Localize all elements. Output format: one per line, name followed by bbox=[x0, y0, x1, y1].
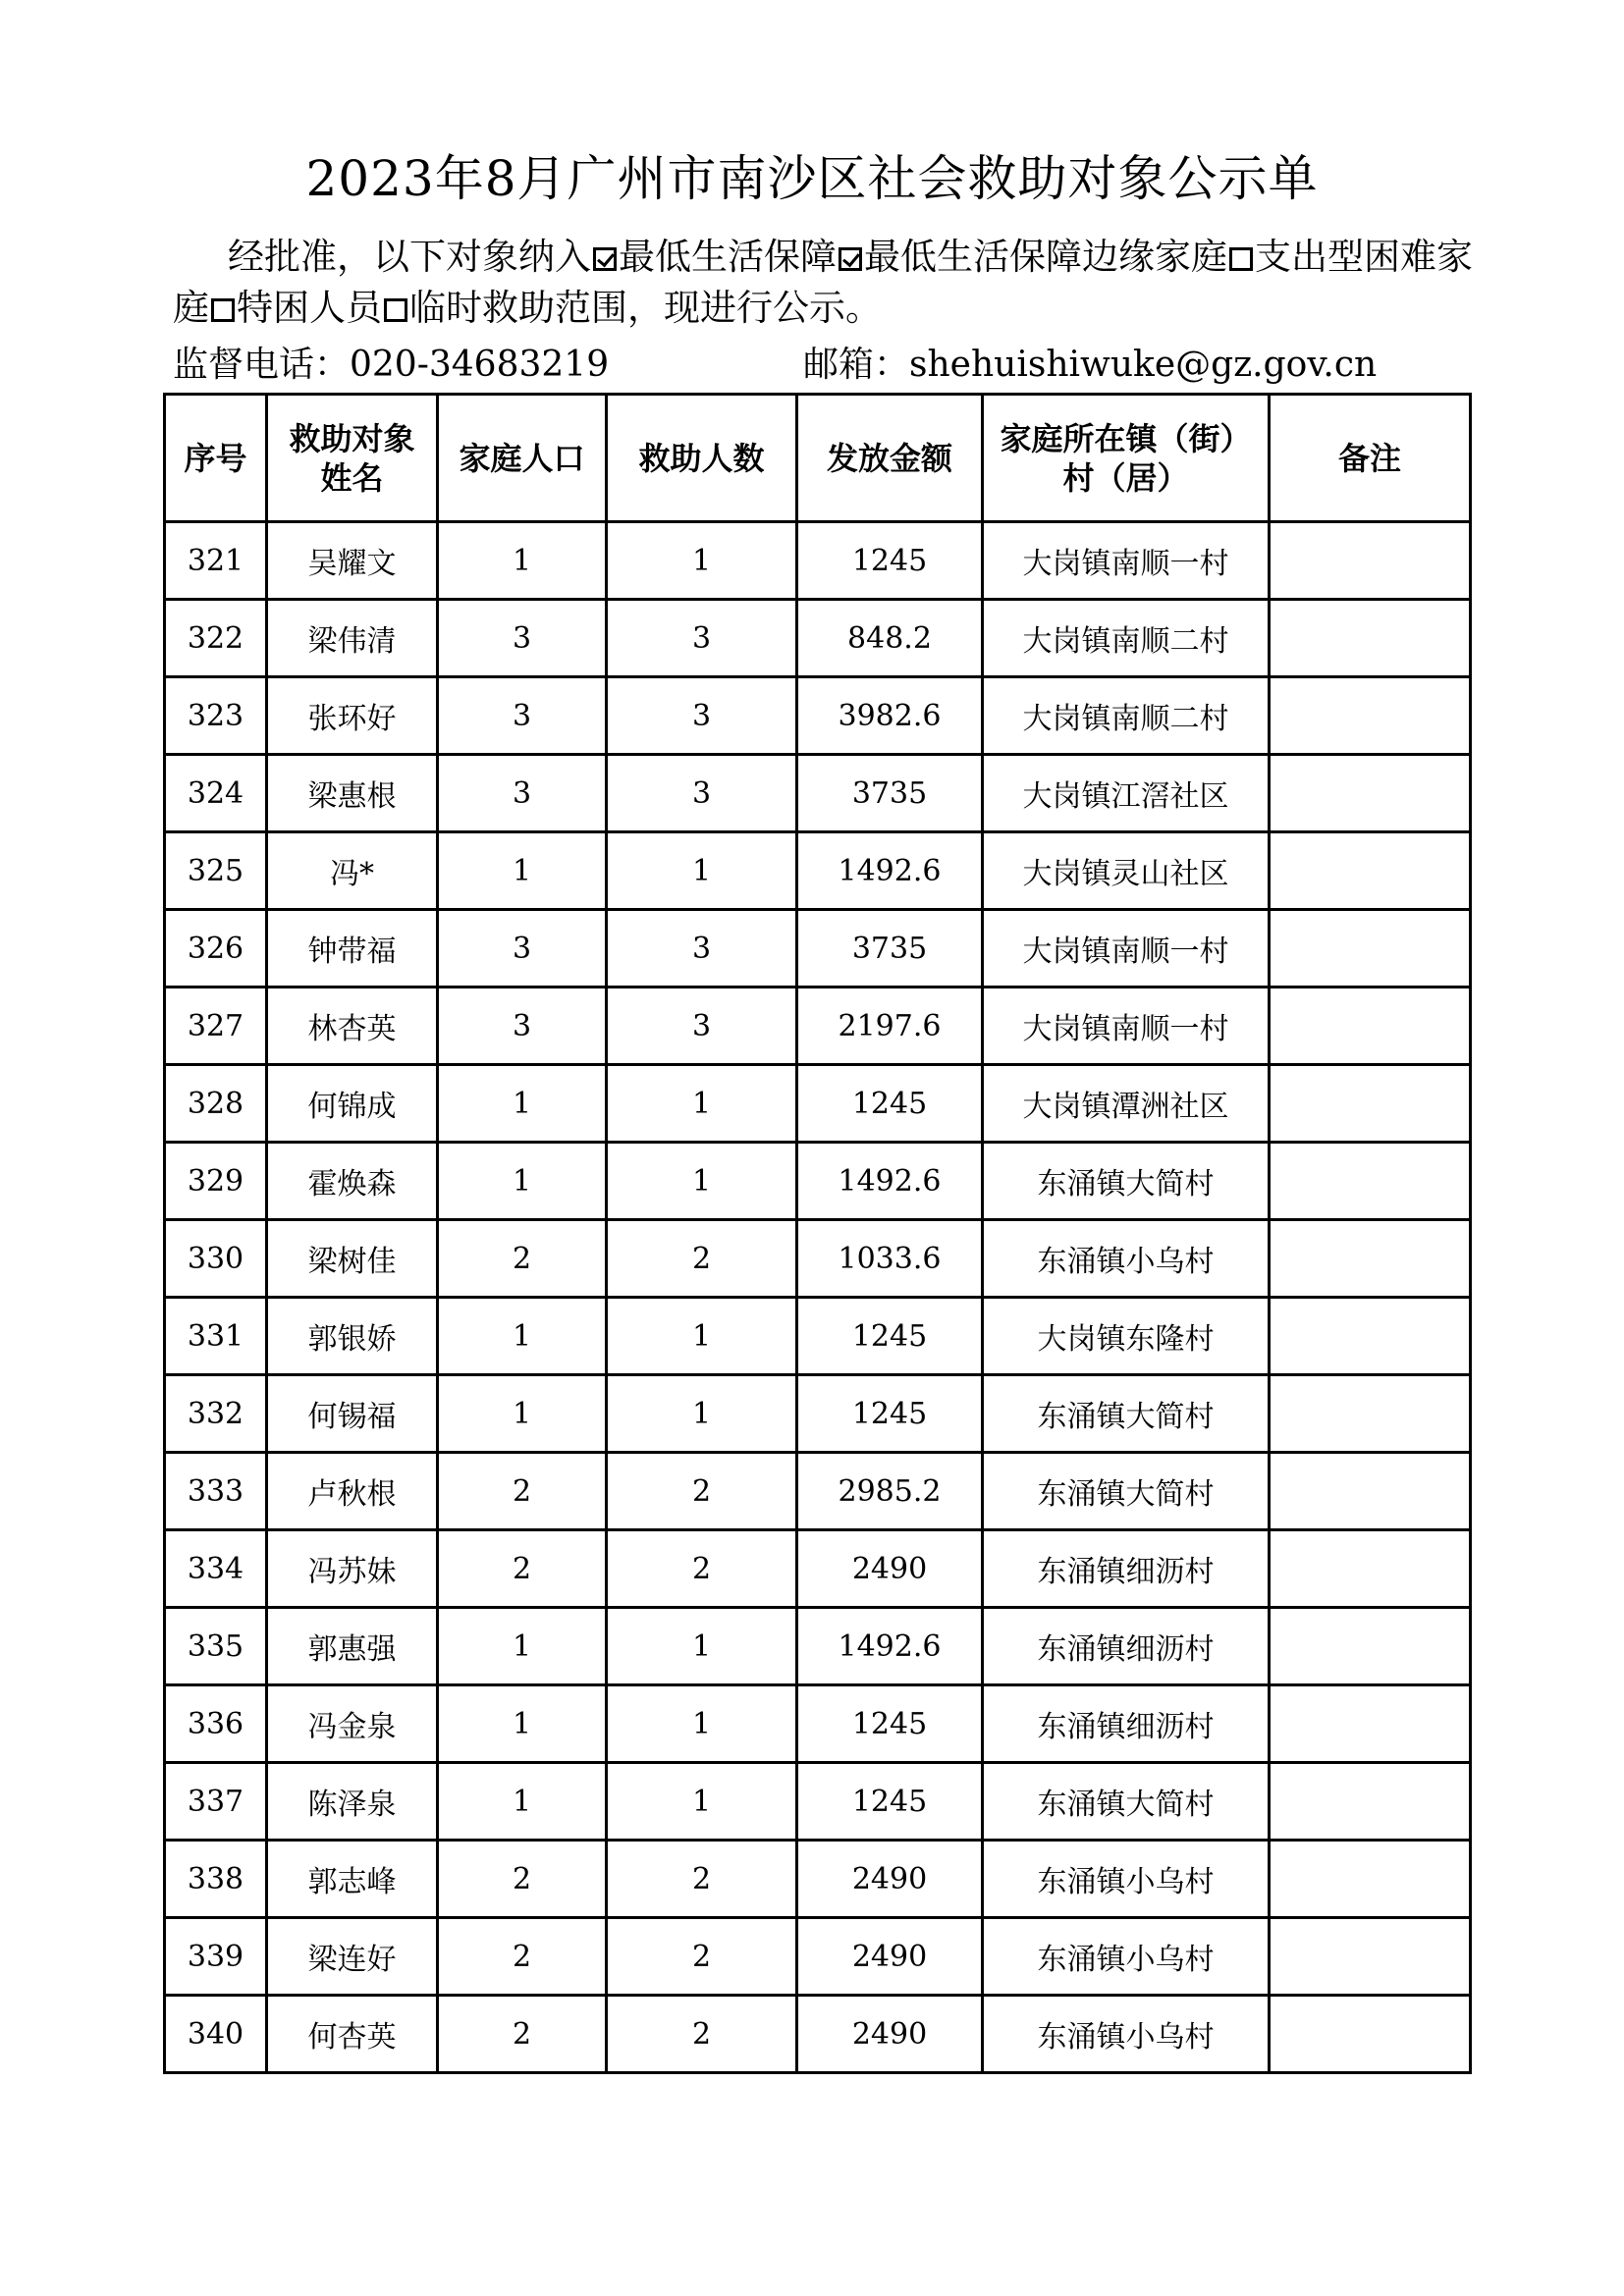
table-row bbox=[165, 1143, 1471, 1220]
cell-location: 东涌镇小乌村 bbox=[983, 1918, 1270, 1996]
cell-aided-count: 3 bbox=[607, 677, 797, 755]
cell-remarks bbox=[1270, 600, 1471, 677]
cell-remarks bbox=[1270, 1996, 1471, 2073]
cell-name: 郭惠强 bbox=[267, 1608, 438, 1685]
cell-remarks bbox=[1270, 1608, 1471, 1685]
cell-aided-count: 3 bbox=[607, 600, 797, 677]
cell-aided-count: 3 bbox=[607, 755, 797, 832]
checkbox-icon bbox=[593, 247, 617, 271]
cell-amount: 2490 bbox=[797, 1996, 983, 2073]
cell-aided-count: 1 bbox=[607, 1298, 797, 1375]
cell-location: 大岗镇南顺二村 bbox=[983, 600, 1270, 677]
cell-amount: 2490 bbox=[797, 1841, 983, 1918]
cell-amount: 3735 bbox=[797, 755, 983, 832]
table-row bbox=[165, 910, 1471, 988]
cell-serial: 324 bbox=[165, 755, 267, 832]
header-label: 家庭人口 bbox=[459, 439, 585, 477]
option-label: 临时救助范围，现进行公示。 bbox=[409, 287, 882, 329]
cell-amount: 2490 bbox=[797, 1530, 983, 1608]
cell-name: 霍焕森 bbox=[267, 1143, 438, 1220]
table-row bbox=[165, 1375, 1471, 1453]
cell-name: 何锦成 bbox=[267, 1065, 438, 1143]
header-label: 姓名 bbox=[320, 458, 384, 497]
cell-remarks bbox=[1270, 1375, 1471, 1453]
cell-household-size: 1 bbox=[438, 522, 607, 600]
cell-aided-count: 3 bbox=[607, 910, 797, 988]
cell-aided-count: 1 bbox=[607, 522, 797, 600]
cell-household-size: 2 bbox=[438, 1453, 607, 1530]
cell-remarks bbox=[1270, 1298, 1471, 1375]
cell-serial: 332 bbox=[165, 1375, 267, 1453]
cell-amount: 1245 bbox=[797, 522, 983, 600]
cell-serial: 337 bbox=[165, 1763, 267, 1841]
checkbox-icon bbox=[839, 247, 862, 271]
cell-remarks bbox=[1270, 1065, 1471, 1143]
table-row bbox=[165, 1065, 1471, 1143]
table-row bbox=[165, 1996, 1471, 2073]
cell-serial: 336 bbox=[165, 1685, 267, 1763]
cell-aided-count: 1 bbox=[607, 1375, 797, 1453]
cell-serial: 331 bbox=[165, 1298, 267, 1375]
cell-remarks bbox=[1270, 1918, 1471, 1996]
header-label: 救助对象 bbox=[289, 419, 415, 457]
cell-serial: 321 bbox=[165, 522, 267, 600]
contact-email: 邮箱：shehuishiwuke@gz.gov.cn bbox=[803, 345, 1378, 385]
header-label: 家庭所在镇（街） bbox=[1000, 419, 1252, 457]
cell-household-size: 1 bbox=[438, 1065, 607, 1143]
cell-household-size: 2 bbox=[438, 1220, 607, 1298]
cell-aided-count: 2 bbox=[607, 1453, 797, 1530]
cell-name: 张环好 bbox=[267, 677, 438, 755]
table-header-row bbox=[165, 395, 1471, 522]
cell-name: 钟带福 bbox=[267, 910, 438, 988]
option-label: 最低生活保障 bbox=[619, 236, 837, 278]
cell-location: 大岗镇江滘社区 bbox=[983, 755, 1270, 832]
header-label: 村（居） bbox=[1062, 458, 1189, 497]
header-location bbox=[983, 395, 1270, 522]
cell-name: 梁伟清 bbox=[267, 600, 438, 677]
cell-remarks bbox=[1270, 910, 1471, 988]
page-title: 2023年8月广州市南沙区社会救助对象公示单 bbox=[305, 150, 1319, 207]
cell-name: 梁连好 bbox=[267, 1918, 438, 1996]
table-row bbox=[165, 1220, 1471, 1298]
cell-household-size: 2 bbox=[438, 1918, 607, 1996]
cell-amount: 1492.6 bbox=[797, 1608, 983, 1685]
cell-aided-count: 1 bbox=[607, 1143, 797, 1220]
cell-serial: 329 bbox=[165, 1143, 267, 1220]
cell-amount: 1492.6 bbox=[797, 832, 983, 910]
cell-serial: 330 bbox=[165, 1220, 267, 1298]
cell-name: 梁树佳 bbox=[267, 1220, 438, 1298]
checkbox-icon bbox=[1229, 247, 1253, 271]
cell-household-size: 3 bbox=[438, 755, 607, 832]
cell-amount: 1245 bbox=[797, 1298, 983, 1375]
table-row bbox=[165, 832, 1471, 910]
cell-name: 何杏英 bbox=[267, 1996, 438, 2073]
cell-remarks bbox=[1270, 1220, 1471, 1298]
checkbox-icon bbox=[384, 298, 407, 322]
cell-amount: 1492.6 bbox=[797, 1143, 983, 1220]
cell-amount: 2490 bbox=[797, 1918, 983, 1996]
table-row bbox=[165, 1298, 1471, 1375]
cell-amount: 1245 bbox=[797, 1685, 983, 1763]
header-serial bbox=[165, 395, 267, 522]
cell-household-size: 2 bbox=[438, 1996, 607, 2073]
cell-name: 卢秋根 bbox=[267, 1453, 438, 1530]
cell-serial: 328 bbox=[165, 1065, 267, 1143]
cell-remarks bbox=[1270, 1685, 1471, 1763]
cell-remarks bbox=[1270, 832, 1471, 910]
cell-amount: 3735 bbox=[797, 910, 983, 988]
header-label: 备注 bbox=[1337, 439, 1401, 477]
table-row bbox=[165, 1453, 1471, 1530]
cell-serial: 340 bbox=[165, 1996, 267, 2073]
header-aided-count bbox=[607, 395, 797, 522]
cell-household-size: 3 bbox=[438, 988, 607, 1065]
cell-household-size: 1 bbox=[438, 1143, 607, 1220]
table-row bbox=[165, 1763, 1471, 1841]
cell-household-size: 1 bbox=[438, 1298, 607, 1375]
cell-name: 陈泽泉 bbox=[267, 1763, 438, 1841]
header-label: 救助人数 bbox=[638, 439, 765, 477]
cell-household-size: 1 bbox=[438, 1685, 607, 1763]
cell-remarks bbox=[1270, 677, 1471, 755]
supervision-phone: 监督电话：020-34683219 bbox=[173, 345, 610, 385]
cell-location: 大岗镇潭洲社区 bbox=[983, 1065, 1270, 1143]
cell-remarks bbox=[1270, 1841, 1471, 1918]
cell-serial: 338 bbox=[165, 1841, 267, 1918]
cell-aided-count: 3 bbox=[607, 988, 797, 1065]
table-row bbox=[165, 522, 1471, 600]
table-row bbox=[165, 677, 1471, 755]
cell-household-size: 3 bbox=[438, 910, 607, 988]
cell-location: 东涌镇细沥村 bbox=[983, 1608, 1270, 1685]
header-name bbox=[267, 395, 438, 522]
cell-name: 郭银娇 bbox=[267, 1298, 438, 1375]
cell-location: 大岗镇灵山社区 bbox=[983, 832, 1270, 910]
cell-aided-count: 1 bbox=[607, 1065, 797, 1143]
cell-location: 东涌镇大简村 bbox=[983, 1375, 1270, 1453]
table-row bbox=[165, 1685, 1471, 1763]
cell-remarks bbox=[1270, 988, 1471, 1065]
cell-amount: 3982.6 bbox=[797, 677, 983, 755]
cell-household-size: 1 bbox=[438, 1375, 607, 1453]
cell-serial: 326 bbox=[165, 910, 267, 988]
checkbox-icon bbox=[211, 298, 235, 322]
cell-name: 冯* bbox=[267, 832, 438, 910]
cell-remarks bbox=[1270, 1143, 1471, 1220]
header-label: 序号 bbox=[184, 439, 247, 477]
cell-aided-count: 2 bbox=[607, 1918, 797, 1996]
cell-household-size: 2 bbox=[438, 1841, 607, 1918]
cell-location: 东涌镇大简村 bbox=[983, 1453, 1270, 1530]
cell-location: 东涌镇小乌村 bbox=[983, 1220, 1270, 1298]
table-body bbox=[165, 522, 1471, 2073]
cell-aided-count: 1 bbox=[607, 1608, 797, 1685]
cell-location: 东涌镇小乌村 bbox=[983, 1996, 1270, 2073]
table-row bbox=[165, 755, 1471, 832]
option-label: 支出型困难家庭 bbox=[173, 236, 1473, 329]
cell-household-size: 3 bbox=[438, 677, 607, 755]
cell-location: 东涌镇大简村 bbox=[983, 1763, 1270, 1841]
table-row bbox=[165, 1918, 1471, 1996]
intro-prefix: 经批准，以下对象纳入 bbox=[228, 236, 591, 278]
header-remarks bbox=[1270, 395, 1471, 522]
cell-remarks bbox=[1270, 1530, 1471, 1608]
cell-amount: 1033.6 bbox=[797, 1220, 983, 1298]
cell-aided-count: 1 bbox=[607, 1763, 797, 1841]
cell-amount: 2197.6 bbox=[797, 988, 983, 1065]
cell-location: 东涌镇细沥村 bbox=[983, 1685, 1270, 1763]
cell-serial: 322 bbox=[165, 600, 267, 677]
table-row bbox=[165, 1530, 1471, 1608]
cell-serial: 339 bbox=[165, 1918, 267, 1996]
table-row bbox=[165, 988, 1471, 1065]
cell-aided-count: 2 bbox=[607, 1996, 797, 2073]
cell-remarks bbox=[1270, 522, 1471, 600]
header-household-size bbox=[438, 395, 607, 522]
cell-aided-count: 2 bbox=[607, 1841, 797, 1918]
cell-name: 梁惠根 bbox=[267, 755, 438, 832]
cell-serial: 325 bbox=[165, 832, 267, 910]
cell-aided-count: 1 bbox=[607, 832, 797, 910]
cell-location: 东涌镇细沥村 bbox=[983, 1530, 1270, 1608]
cell-serial: 335 bbox=[165, 1608, 267, 1685]
cell-location: 大岗镇南顺一村 bbox=[983, 988, 1270, 1065]
cell-serial: 323 bbox=[165, 677, 267, 755]
cell-household-size: 1 bbox=[438, 1763, 607, 1841]
cell-location: 大岗镇南顺一村 bbox=[983, 910, 1270, 988]
assistance-table bbox=[163, 393, 1472, 2074]
cell-name: 何锡福 bbox=[267, 1375, 438, 1453]
cell-aided-count: 2 bbox=[607, 1530, 797, 1608]
cell-remarks bbox=[1270, 755, 1471, 832]
cell-amount: 2985.2 bbox=[797, 1453, 983, 1530]
cell-household-size: 1 bbox=[438, 1608, 607, 1685]
option-label: 最低生活保障边缘家庭 bbox=[864, 236, 1227, 278]
cell-location: 东涌镇小乌村 bbox=[983, 1841, 1270, 1918]
cell-name: 冯苏妹 bbox=[267, 1530, 438, 1608]
cell-amount: 848.2 bbox=[797, 600, 983, 677]
cell-aided-count: 2 bbox=[607, 1220, 797, 1298]
cell-name: 郭志峰 bbox=[267, 1841, 438, 1918]
header-label: 发放金额 bbox=[826, 439, 952, 477]
cell-serial: 334 bbox=[165, 1530, 267, 1608]
cell-location: 大岗镇南顺二村 bbox=[983, 677, 1270, 755]
cell-household-size: 1 bbox=[438, 832, 607, 910]
cell-location: 大岗镇南顺一村 bbox=[983, 522, 1270, 600]
cell-location: 东涌镇大简村 bbox=[983, 1143, 1270, 1220]
cell-amount: 1245 bbox=[797, 1375, 983, 1453]
cell-name: 林杏英 bbox=[267, 988, 438, 1065]
cell-household-size: 2 bbox=[438, 1530, 607, 1608]
table-row bbox=[165, 1841, 1471, 1918]
option-label: 特困人员 bbox=[237, 287, 382, 329]
cell-remarks bbox=[1270, 1453, 1471, 1530]
cell-location: 大岗镇东隆村 bbox=[983, 1298, 1270, 1375]
cell-serial: 333 bbox=[165, 1453, 267, 1530]
cell-name: 冯金泉 bbox=[267, 1685, 438, 1763]
cell-household-size: 3 bbox=[438, 600, 607, 677]
table-row bbox=[165, 600, 1471, 677]
cell-remarks bbox=[1270, 1763, 1471, 1841]
header-amount bbox=[797, 395, 983, 522]
table-row bbox=[165, 1608, 1471, 1685]
cell-serial: 327 bbox=[165, 988, 267, 1065]
cell-amount: 1245 bbox=[797, 1065, 983, 1143]
intro-paragraph bbox=[173, 232, 1479, 334]
cell-amount: 1245 bbox=[797, 1763, 983, 1841]
cell-aided-count: 1 bbox=[607, 1685, 797, 1763]
cell-name: 吴耀文 bbox=[267, 522, 438, 600]
